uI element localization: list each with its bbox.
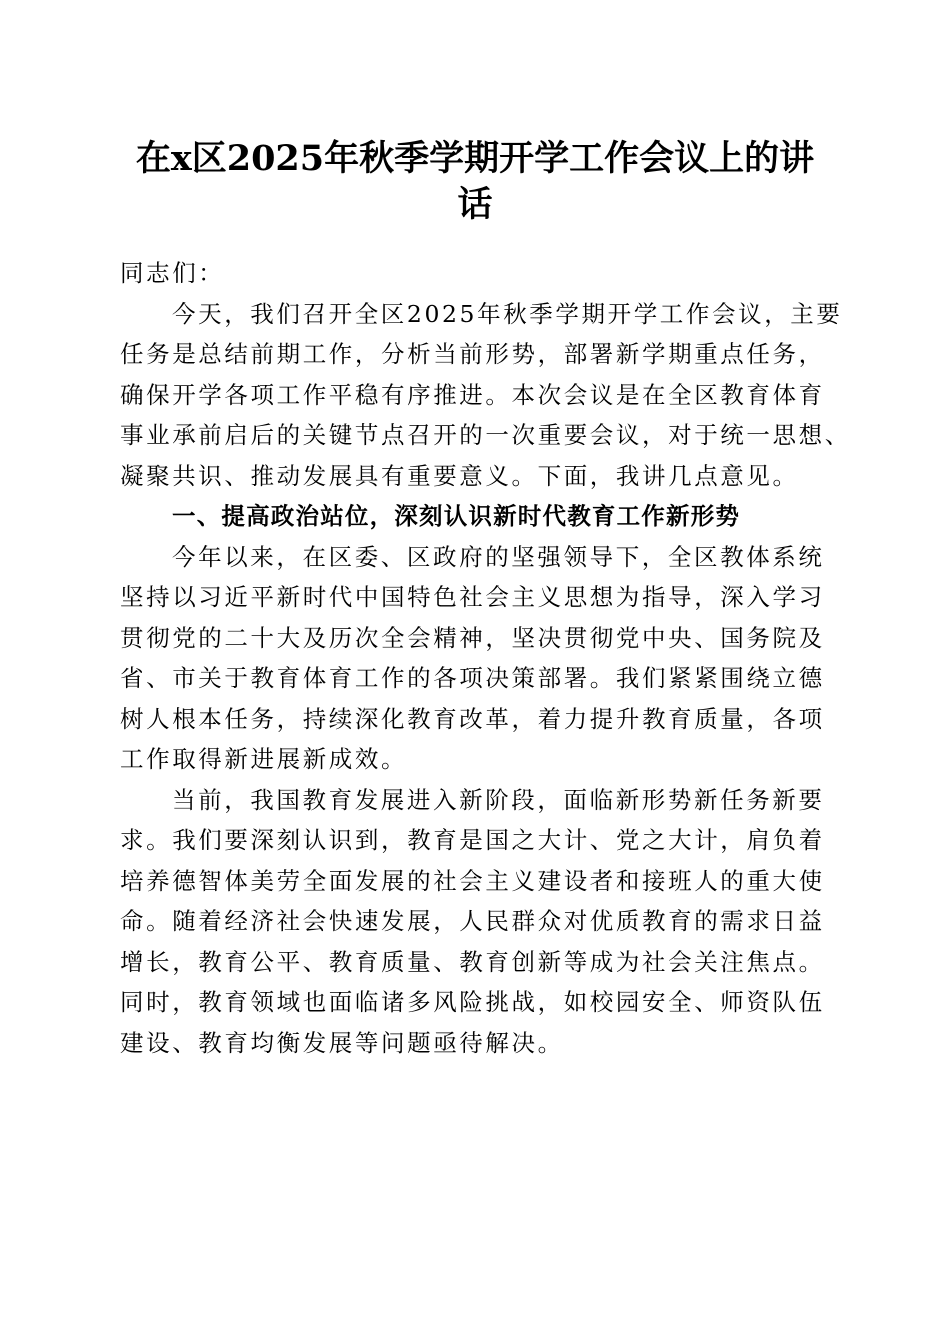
paragraph-2 — [120, 537, 832, 780]
title-line: 话 — [457, 184, 493, 225]
paragraph-line: 增长，教育公平、教育质量、教育创新等成为社会关注焦点。 — [120, 947, 825, 976]
paragraph-line: 求。我们要深刻认识到，教育是国之大计、党之大计，肩负着 — [120, 826, 825, 854]
paragraph-line: 今年以来，在区委、区政府的坚强领导下，全区教体系统 — [172, 542, 825, 571]
paragraph-line: 事业承前启后的关键节点召开的一次重要会议，对于统一思想、 — [120, 421, 851, 449]
paragraph-line: 同时，教育领域也面临诸多风险挑战，如校园安全、师资队伍 — [120, 988, 825, 1016]
document-title — [110, 136, 840, 228]
paragraph-line: 今天，我们召开全区2025年秋季学期开学工作会议，主要 — [172, 299, 843, 328]
paragraph-line: 省、市关于教育体育工作的各项决策部署。我们紧紧围绕立德 — [120, 664, 825, 692]
paragraph-line: 工作取得新进展新成效。 — [120, 745, 408, 773]
section-heading: 一、提高政治站位，深刻认识新时代教育工作新形势 — [172, 502, 741, 530]
paragraph-1 — [120, 294, 851, 497]
paragraph-line: 建设、教育均衡发展等问题亟待解决。 — [120, 1028, 564, 1057]
paragraph-line: 确保开学各项工作平稳有序推进。本次会议是在全区教育体育 — [120, 380, 825, 409]
title-line: 在x区2025年秋季学期开学工作会议上的讲 — [135, 138, 815, 179]
paragraph-line: 树人根本任务，持续深化教育改革，着力提升教育质量，各项 — [120, 704, 825, 733]
paragraph-line: 当前，我国教育发展进入新阶段，面临新形势新任务新要 — [172, 785, 825, 814]
paragraph-line: 贯彻党的二十大及历次全会精神，坚决贯彻党中央、国务院及 — [120, 623, 825, 652]
paragraph-line: 凝聚共识、推动发展具有重要意义。下面，我讲几点意见。 — [120, 461, 799, 490]
document-body — [120, 253, 851, 1063]
paragraph-line: 任务是总结前期工作，分析当前形势，部署新学期重点任务， — [120, 340, 825, 368]
salutation: 同志们： — [120, 259, 225, 287]
paragraph-line: 命。随着经济社会快速发展，人民群众对优质教育的需求日益 — [120, 907, 825, 935]
paragraph-line: 坚持以习近平新时代中国特色社会主义思想为指导，深入学习 — [120, 583, 825, 611]
paragraph-line: 培养德智体美劳全面发展的社会主义建设者和接班人的重大使 — [120, 866, 825, 895]
paragraph-3 — [120, 780, 832, 1064]
